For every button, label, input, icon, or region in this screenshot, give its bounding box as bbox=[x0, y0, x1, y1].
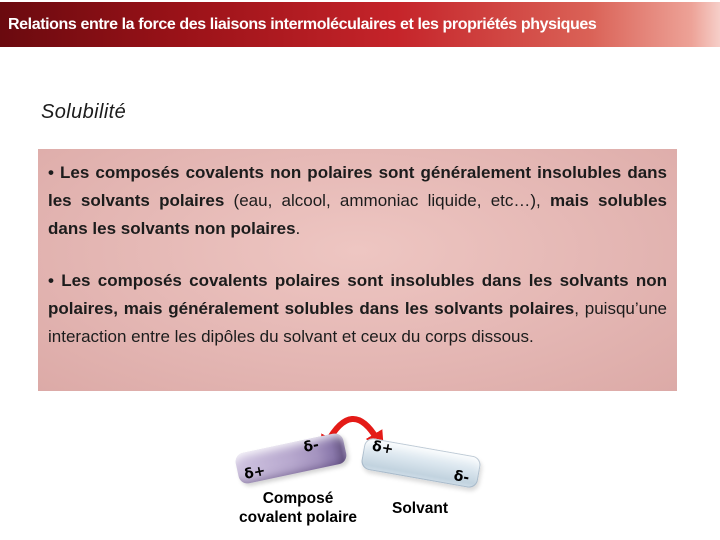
delta-plus-label: δ+ bbox=[370, 438, 395, 458]
delta-minus-label: δ- bbox=[302, 437, 321, 456]
compound-caption-line1: Composé bbox=[262, 490, 334, 507]
compound-caption-line2: covalent polaire bbox=[238, 509, 357, 526]
delta-plus-label: δ+ bbox=[242, 462, 267, 483]
solubility-info-box bbox=[38, 149, 677, 391]
bullet-polar-compounds: • Les composés covalents polaires sont insolubles dans les solvants non polaires, mais généralement solubles dans les solvants polaires, puisqu’une interaction entre les dipôles du solvant et ceux du corps dissous. bbox=[48, 271, 667, 346]
delta-minus-label: δ- bbox=[452, 468, 471, 487]
solvent-bar bbox=[360, 437, 482, 489]
compound-caption bbox=[213, 489, 383, 527]
section-title: Solubilité bbox=[41, 101, 127, 123]
solvent-caption: Solvant bbox=[392, 500, 448, 517]
polar-compound-bar bbox=[234, 432, 348, 485]
slide-title-bar bbox=[0, 2, 720, 47]
slide-title: Relations entre la force des liaisons intermoléculaires et les propriétés physiques bbox=[8, 15, 597, 33]
bullet-nonpolar-compounds: • Les composés covalents non polaires sont généralement insolubles dans les solvants polaires (eau, alcool, ammoniac liquide, etc…), mais solubles dans les solvants non polaires. bbox=[48, 163, 668, 238]
